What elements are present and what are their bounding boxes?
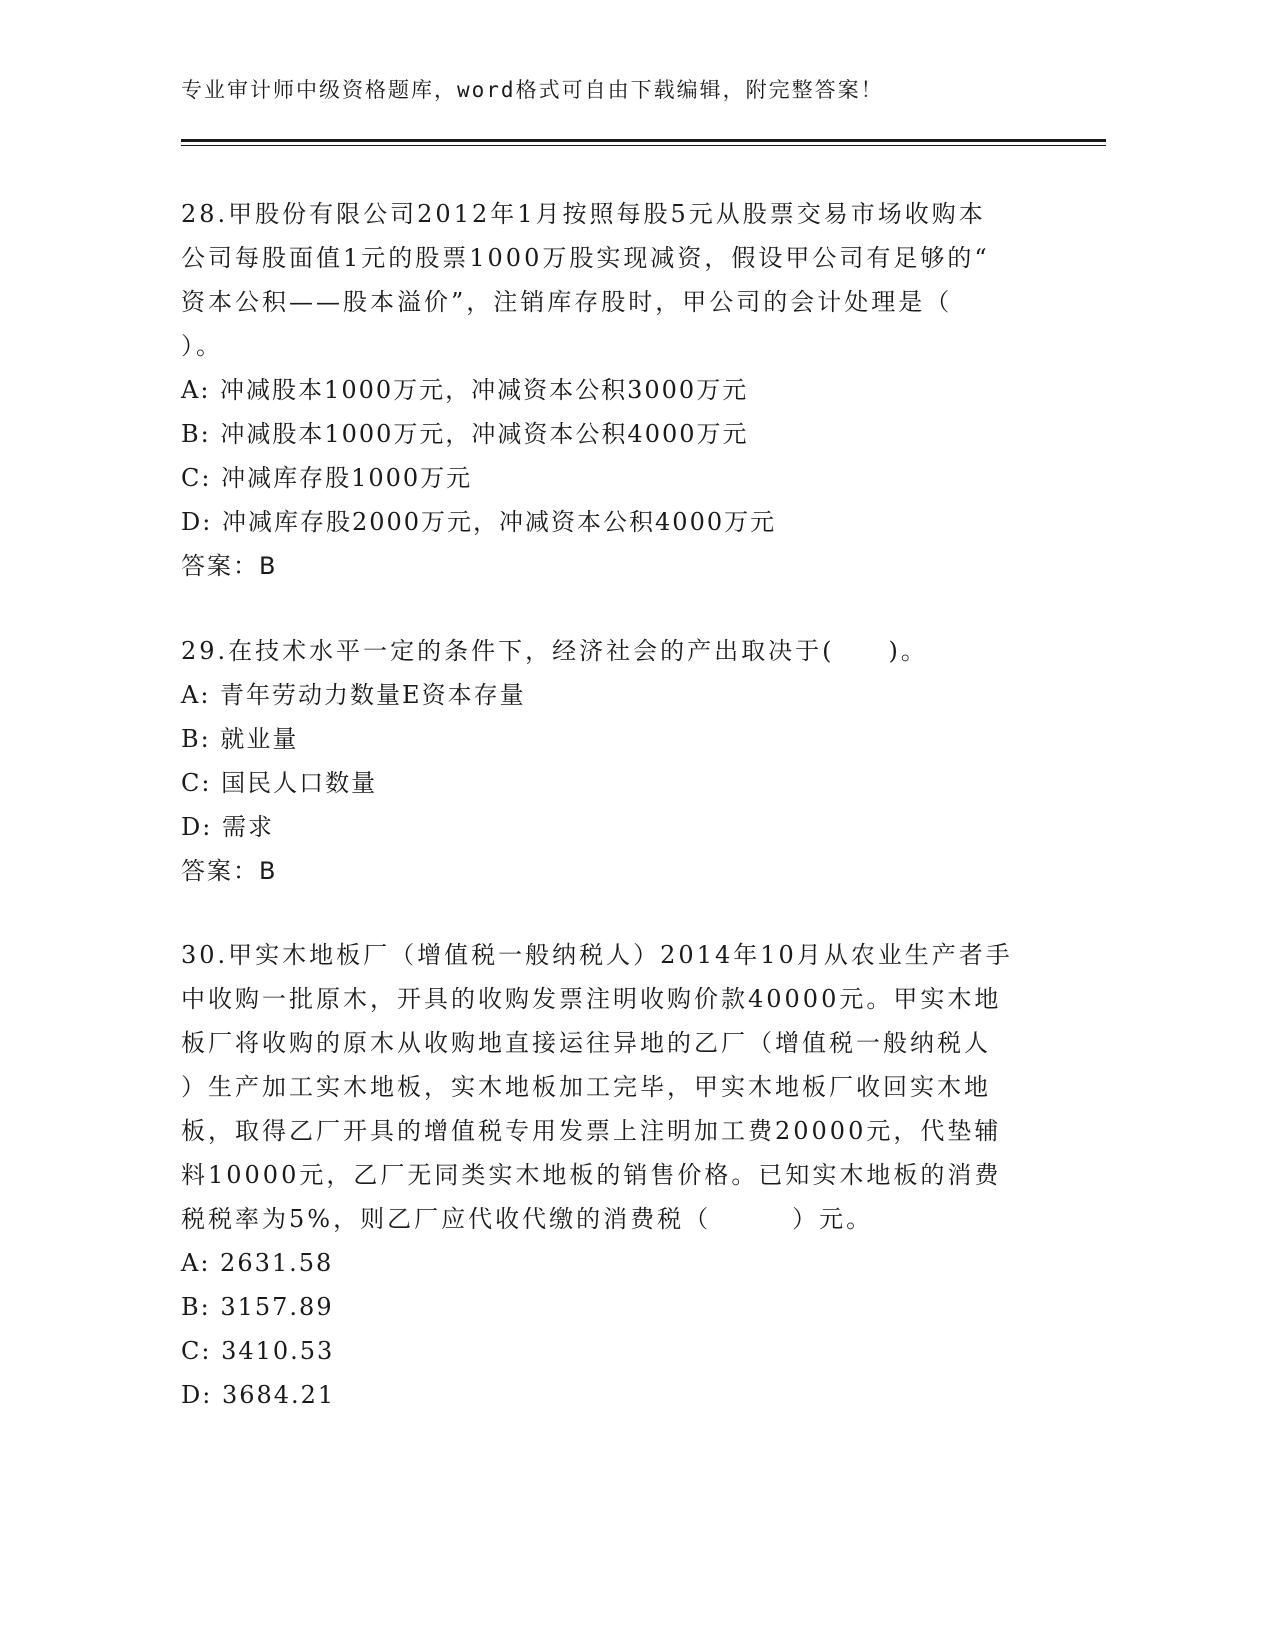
question-text: 29.在技术水平一定的条件下，经济社会的产出取决于( )。 bbox=[181, 637, 928, 665]
question-30 bbox=[181, 933, 1041, 1417]
option-c: C: 国民人口数量 bbox=[181, 769, 378, 797]
question-28 bbox=[181, 192, 1041, 588]
option-c: C: 3410.53 bbox=[181, 1337, 335, 1365]
option-a: A: 冲减股本1000万元，冲减资本公积3000万元 bbox=[181, 376, 749, 404]
question-text: 30.甲实木地板厂（增值税一般纳税人）2014年10月从农业生产者手 中收购一批原木，开具的收购发票注明收购价款40000元。甲实木地 板厂将收购的原木从收购地直接运往异地的乙厂（增值税一般纳税人 ）生产加工实木地板，实木地板加工完毕，甲实木地板厂收回实木地 板，取得乙厂开具的增值税专用发票上注明加工费20000元，代垫辅 料10000元，乙厂无同类实木地板的销售价格。已知实木地板的消费 税税率为5%，则乙厂应代收代缴的消费税（ ）元。 bbox=[181, 941, 1013, 1233]
option-b: B: 冲减股本1000万元，冲减资本公积4000万元 bbox=[181, 420, 749, 448]
header-rule-thick bbox=[181, 139, 1106, 142]
option-c: C: 冲减库存股1000万元 bbox=[181, 464, 473, 492]
page-header: 专业审计师中级资格题库，word格式可自由下载编辑，附完整答案！ bbox=[181, 78, 884, 102]
option-d: D: 3684.21 bbox=[181, 1381, 336, 1409]
question-text: 28.甲股份有限公司2012年1月按照每股5元从股票交易市场收购本 公司每股面值1元的股票1000万股实现减资，假设甲公司有足够的“ 资本公积——股本溢价”，注销库存股时，甲公司的会计处理是（ ）。 bbox=[181, 200, 990, 360]
answer: 答案：B bbox=[181, 857, 278, 885]
option-b: B: 3157.89 bbox=[181, 1293, 334, 1321]
option-d: D: 需求 bbox=[181, 813, 274, 841]
option-b: B: 就业量 bbox=[181, 725, 299, 753]
question-29 bbox=[181, 629, 1041, 893]
option-d: D: 冲减库存股2000万元，冲减资本公积4000万元 bbox=[181, 508, 777, 536]
header-rule-thin bbox=[181, 145, 1106, 146]
option-a: A: 青年劳动力数量E资本存量 bbox=[181, 681, 526, 709]
option-a: A: 2631.58 bbox=[181, 1249, 334, 1277]
answer: 答案：B bbox=[181, 552, 278, 580]
